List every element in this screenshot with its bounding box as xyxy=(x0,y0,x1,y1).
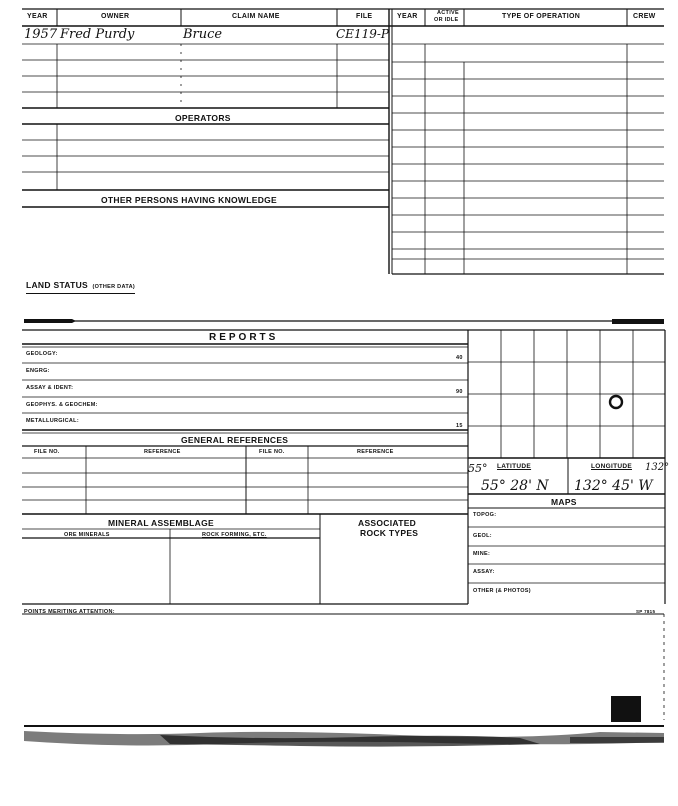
header-year-2: YEAR xyxy=(397,13,418,20)
map-topog: TOPOG: xyxy=(473,512,497,518)
map-geol: GEOL: xyxy=(473,533,492,539)
report-engrg: ENGRG: xyxy=(26,368,50,374)
land-status-label: LAND STATUS xyxy=(26,280,89,290)
header-or-idle: OR IDLE xyxy=(434,17,459,23)
mineral-assemblage-heading: MINERAL ASSEMBLAGE xyxy=(108,518,214,528)
longitude-value: 132° 45' W xyxy=(574,478,653,494)
latitude-label: LATITUDE xyxy=(497,463,532,470)
map-other: OTHER (& PHOTOS) xyxy=(473,588,531,594)
gr-file-no-2: FILE NO. xyxy=(259,449,285,455)
gr-file-no-1: FILE NO. xyxy=(34,449,60,455)
rock-types-label: ROCK TYPES xyxy=(360,528,419,538)
maps-heading: MAPS xyxy=(551,497,577,507)
map-assay: ASSAY: xyxy=(473,569,495,575)
form-number: SP 7815 xyxy=(636,609,656,614)
points-meriting-label: POINTS MERITING ATTENTION: xyxy=(24,609,115,615)
operators-heading: OPERATORS xyxy=(175,113,231,123)
lon-suffix: 132° xyxy=(645,462,670,473)
associated-label: ASSOCIATED xyxy=(358,518,417,528)
report-geology-num: 40 xyxy=(456,355,463,361)
header-active: ACTIVE xyxy=(437,10,459,16)
land-status-note: (OTHER DATA) xyxy=(92,284,135,290)
header-type-of-operation: TYPE OF OPERATION xyxy=(502,13,581,20)
entry-owner: Fred Purdy xyxy=(60,27,135,42)
report-assay-num: 90 xyxy=(456,389,463,395)
rock-forming-label: ROCK FORMING, ETC. xyxy=(202,532,267,538)
report-geophys: GEOPHYS. & GEOCHEM: xyxy=(26,402,98,408)
longitude-label: LONGITUDE xyxy=(591,463,632,470)
report-metallurgical: METALLURGICAL: xyxy=(26,418,79,424)
entry-file: CE119-P xyxy=(336,27,389,41)
header-owner: OWNER xyxy=(101,13,130,20)
entry-claim-name: Bruce xyxy=(183,27,223,42)
report-geology: GEOLOGY: xyxy=(26,351,58,357)
report-metallurgical-num: 15 xyxy=(456,423,463,429)
entry-year: 1957 xyxy=(24,27,58,42)
gr-reference-1: REFERENCE xyxy=(144,449,181,455)
report-assay: ASSAY & IDENT: xyxy=(26,385,74,391)
ore-minerals-label: ORE MINERALS xyxy=(64,532,110,538)
gr-reference-2: REFERENCE xyxy=(357,449,394,455)
map-mine: MINE: xyxy=(473,551,491,557)
header-claim-name: CLAIM NAME xyxy=(232,13,280,20)
reports-heading: REPORTS xyxy=(209,332,279,343)
lat-prefix: 55° xyxy=(468,462,488,475)
general-references-heading: GENERAL REFERENCES xyxy=(181,435,289,445)
other-persons-heading: OTHER PERSONS HAVING KNOWLEDGE xyxy=(101,195,278,205)
header-file: FILE xyxy=(356,13,373,20)
header-year: YEAR xyxy=(27,13,48,20)
header-crew: CREW xyxy=(633,13,656,20)
latitude-value: 55° 28' N xyxy=(481,478,549,494)
